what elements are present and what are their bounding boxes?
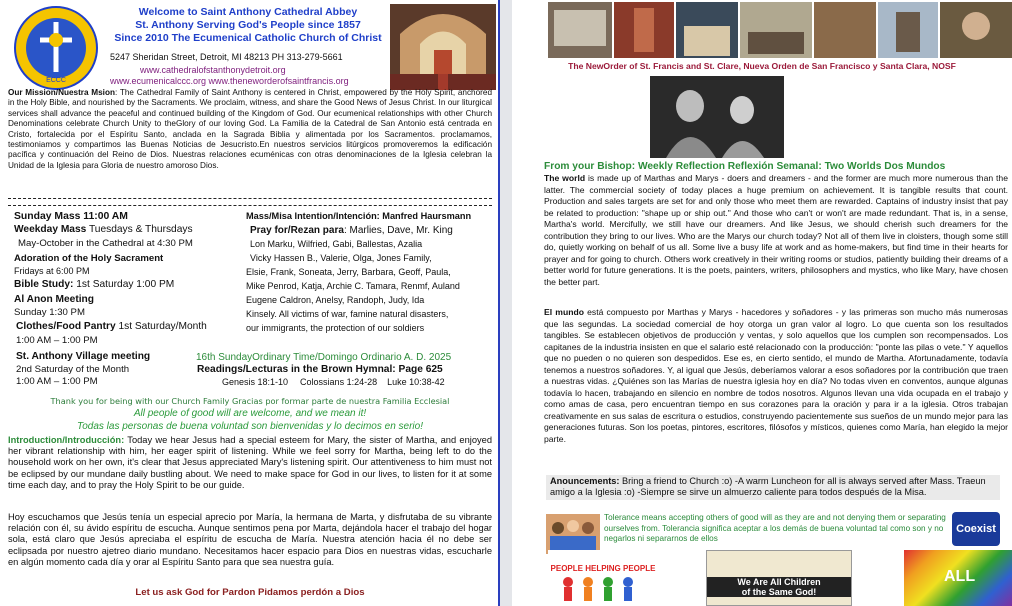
church-seal bbox=[12, 6, 100, 90]
intro-text: Today we hear Jesus had a special esteem for Mary, the sister of Martha, and enjoyed her vibrant relationship with him, her eager spirit of listening. While we feel sorry for Martha, being left to do the household work on her own, it's clear that Jesus appreciated Mary's listening spirit. Our attentiveness to him must not be eclipsed by our mundane daily bustling about. We need to make space for God in our lives, to listen for it at some time each day, and to pray the Holy Spirit to be our guide. bbox=[8, 435, 492, 490]
banner1-text: PEOPLE HELPING PEOPLE bbox=[550, 564, 656, 573]
prayer-list-line: Lon Marku, Wilfried, Gabi, Ballestas, Azalia bbox=[250, 239, 423, 249]
mundo-lead: El mundo bbox=[544, 307, 584, 317]
pray-for-label: Pray for/Rezan para bbox=[250, 225, 344, 236]
announcements bbox=[546, 475, 1000, 500]
mission-heading: Our Mission/Nuestra Msion bbox=[8, 88, 115, 97]
reading-refs bbox=[222, 377, 445, 388]
introduccion-spanish: Hoy escuchamos que Jesús tenía un especial aprecio por María, la hermana de Marta, y disfrutaba de su vibrante relación con él, su ávido espíritu de escucha. Aunque sentimos pena por Marta, dejándola hacer el trabajo del hogar sola, está claro que Jesús apreciaba el espíritu de escucha de María. Nuestra atención hacia él no debe ser eclipsada por nuestro ajetreo diario mundano. Necesitamos hacer espacio para Dios en nuestras vidas, escucharle en algún momento cada día y orar al Espíritu Santo para que sea nuestra guía. bbox=[8, 512, 492, 567]
rainbow-all-banner bbox=[904, 550, 1012, 606]
alanon: Al Anon Meeting bbox=[14, 294, 94, 305]
prayer-list-line: our immigrants, the protection of our soldiers bbox=[246, 323, 425, 333]
address: 5247 Sheridan Street, Detroit, MI 48213 PH 313-279-5661 bbox=[110, 52, 343, 62]
adoration-time: Fridays at 6:00 PM bbox=[14, 266, 90, 276]
tolerance-text: Tolerance means accepting others of good will as they are and not denying them or separating ourselves from. Tolerancia significa aceptar a los demás de buena voluntad tal como son y no negarlos ni separarnos de ellos bbox=[604, 513, 946, 544]
announcements-text: Bring a friend to Church :o) -A warm Luncheon for all is always served after Mass. Traeun amigo a la Iglesia :o) -Siempre se sirve un almuerzo caliente para todos después de la Misa. bbox=[550, 476, 986, 498]
welcome-heading: Welcome to Saint Anthony Cathedral Abbey bbox=[138, 6, 358, 18]
serving-heading: St. Anthony Serving God's People since 1857 bbox=[135, 19, 361, 31]
reading-luke: Luke 10:38-42 bbox=[387, 377, 445, 387]
pantry-label: Clothes/Food Pantry bbox=[16, 321, 116, 332]
announcements-label: Anouncements: bbox=[550, 476, 620, 486]
bible-time: 1st Saturday 1:00 PM bbox=[73, 279, 175, 290]
left-page bbox=[0, 0, 500, 606]
mission-statement bbox=[8, 88, 492, 171]
weekday-mass-note: May-October in the Cathedral at 4:30 PM bbox=[18, 238, 193, 249]
village-meeting: St. Anthony Village meeting bbox=[16, 351, 151, 362]
coexist-text: Coexist bbox=[956, 523, 996, 535]
pantry-hours: 1:00 AM – 1:00 PM bbox=[16, 335, 98, 346]
readings: Readings/Lecturas in the Brown Hymnal: Page 625 bbox=[197, 364, 443, 375]
prayer-list-line: Kinsely. All victims of war, famine natural disasters, bbox=[246, 309, 449, 319]
village-hours: 1:00 AM – 1:00 PM bbox=[16, 376, 98, 387]
right-page bbox=[512, 0, 1012, 606]
reading-colossians: Colossians 1:24-28 bbox=[300, 377, 378, 387]
coexist-logo bbox=[952, 512, 1000, 546]
reflection-english bbox=[544, 173, 1008, 288]
bible-label: Bible Study: bbox=[14, 279, 74, 290]
prayer-list-line: Vicky Hassen B., Valerie, Olga, Jones Family, bbox=[250, 253, 432, 263]
since-heading: Since 2010 The Ecumenical Catholic Church of Christ bbox=[114, 32, 382, 44]
prayer-list-line: Mike Penrod, Katja, Archie C. Tamara, Renmf, Auland bbox=[246, 281, 460, 291]
liturgical-sunday: 16th SundayOrdinary Time/Domingo Ordinario A. D. 2025 bbox=[196, 352, 452, 363]
mundo-text: está compuesto por Marthas y Marys - hacedores y soñadores - y las primeras son mucho más numerosas que las segundas. La sociedad comercial de hoy otorga un gran valor al logro. Lo que cuenta son los resultados tangibles. Se establecen objetivos de producción y ventas, y solo aquellos que los cumplen son recompensados. Los capitanes de la industria insisten en que el salario esté relacionado con la producción: "ponte las pilas o vete." Y aquellos que no pueden o no quieren son despedidos. Ese es, en cierto sentido, el mundo de Martha. Afortunadamente, todavía tenemos a nuestros soñadores. Y, al igual que Jesús, deberíamos valorar a esos soñadores por la contribución que traen a nuestras vidas. ¿Quiénes son las Marías de nuestra iglesia hoy en día? No todas viven en conventos, aunque algunas todavía lo hacen, trabajando en silencio en nombre de todos nosotros. Algunos llevan una vida ocupada en el trabajo y como amas de casa, pero encuentran tiempo en sus corazones para la oración y para ir a la iglesia. Otros trabajan creativamente en sus salas de escritura o estudios, construyendo pacientemente sus sueños de un mundo mejor para las generaciones futuras. Son los poetas, pintores, escritores, filósofos y místicos, quienes como María, han elegido la mejor parte. bbox=[544, 307, 1008, 444]
thank-you-line: Thank you for being with our Church Family Gracias por formar parte de nuestra Familia Ecclesial bbox=[50, 396, 450, 406]
world-text: is made up of Marthas and Marys - doers and dreamers - and the former are much more numerous than the latter. The commercial society of today places a huge premium on achievement. It is tangible results that count. Production and sales targets are set for and only those who meet them are rewarded. Captains of industry insist that pay be related to production: "shape up or ship out." And those who can't or won't are made redundant. That is, in a sense, Martha's world. Mercifully, we still have our dreamers. And like Jesus, we should cherish such dreamers for the contribution they bring to our lives. Who are the Marys our church today? Not all of them live in cloisters, though some still do, quietly working on behalf of us all. Some live a busy life at work and as home-makers, but find time in their hearts for prayer and for going to church. Others work creatively in their writing rooms or studios, patiently building their dreams of a better world for future generations. It is the poets, painters, writers, philosophers and mystics, who like Mary, have chosen the better part. bbox=[544, 173, 1008, 287]
pray-for bbox=[250, 225, 453, 236]
food-pantry bbox=[16, 321, 207, 332]
prayer-list-line: Eugene Caldron, Anelsy, Randoph, Judy, Ida bbox=[246, 295, 425, 305]
alanon-time: Sunday 1:30 PM bbox=[14, 307, 85, 318]
mass-intention: Mass/Misa Intention/Intención: Manfred Haursmann bbox=[246, 211, 472, 221]
reflection-spanish bbox=[544, 307, 1008, 445]
footer-image-strip bbox=[548, 550, 1012, 606]
mission-text: : The Cathedral Family of Saint Anthony is centered in Christ, empowered by the Holy Spirit, anchored in the Holy Bible, and nourished by the Sacraments. We proclaim, witness, and share the Good News of Jesus Christ. In our liturgical services shall advance the peaceful and continued building of the Kingdom of God. Our ecumenical relationships with other Church Denominations celebrate Church Unity to theGlory of our loving God. La Familia de la Catedral de San Antonio está centrada en Cristo, fortalecida por el Espíritu Santo, anclada en la Sagrada Biblia y alimentada por los Sacramentos. proclamamos, testimoniamos y compartimos las Buenas Noticias de Jesucristo.En nuestros servicios litúrgicos promoveremos la edificación pacífica y continuación del Reino de Dios. Nuestras relaciones ecuménicas con otras denominaciones de la Iglesia celebran la Unidad de la Iglesia para Gloria de nuestro amoroso Dios. bbox=[8, 88, 493, 170]
website-links-2[interactable]: www.ecumenicalccc.org www.theneworderofsaintfrancis.org bbox=[110, 76, 349, 86]
banner2a-text: We Are All Children bbox=[707, 577, 851, 587]
world-lead: The world bbox=[544, 173, 586, 183]
pantry-time: 1st Saturday/Month bbox=[115, 321, 207, 332]
children-photo bbox=[546, 514, 600, 554]
sunday-mass: Sunday Mass 11:00 AM bbox=[14, 211, 128, 222]
weekday-mass-days: Tuesdays & Thursdays bbox=[86, 224, 193, 235]
pardon-prayer: Let us ask God for Pardon Pidamos perdón a Dios bbox=[135, 587, 365, 598]
svg-text:ECCC: ECCC bbox=[46, 77, 66, 84]
welcome-english: All people of good will are welcome, and we mean it! bbox=[133, 408, 367, 419]
website-link[interactable]: www.cathedralofstanthonydetroit.org bbox=[140, 65, 286, 75]
children-of-god-banner bbox=[706, 550, 852, 606]
banner2b-text: of the Same God! bbox=[707, 587, 851, 597]
martha-mary-painting bbox=[650, 76, 784, 158]
weekday-mass-label: Weekday Mass bbox=[14, 224, 87, 235]
adoration: Adoration of the Holy Sacrament bbox=[14, 253, 164, 264]
introduction bbox=[8, 435, 492, 491]
village-time: 2nd Saturday of the Month bbox=[16, 364, 130, 375]
cathedral-interior-photo bbox=[390, 4, 496, 90]
prayer-list-line: Elsie, Frank, Soneata, Jerry, Barbara, Geoff, Paula, bbox=[246, 267, 451, 277]
bible-study bbox=[14, 279, 174, 290]
pray-for-names: : Marlies, Dave, Mr. King bbox=[343, 225, 453, 236]
welcome-spanish: Todas las personas de buena voluntad son bienvenidas y lo decimos en serio! bbox=[77, 421, 423, 432]
people-helping-people-banner bbox=[548, 550, 658, 606]
divider-line bbox=[8, 198, 492, 199]
intro-heading: Introduction/Introducción: bbox=[8, 435, 125, 445]
header-photo-strip bbox=[548, 2, 1012, 58]
reading-genesis: Genesis 18:1-10 bbox=[222, 377, 289, 387]
weekday-mass bbox=[14, 224, 193, 235]
page-gutter bbox=[500, 0, 512, 606]
people-figures bbox=[548, 574, 658, 604]
new-order-title: The NewOrder of St. Francis and St. Clare, Nueva Orden de San Francisco y Santa Clara, NOSF bbox=[568, 61, 956, 71]
divider-line bbox=[8, 205, 492, 206]
bishop-reflection-heading: From your Bishop: Weekly Reflection Reflexión Semanal: Two Worlds Dos Mundos bbox=[544, 161, 946, 172]
banner3-text: ALL bbox=[944, 568, 976, 585]
